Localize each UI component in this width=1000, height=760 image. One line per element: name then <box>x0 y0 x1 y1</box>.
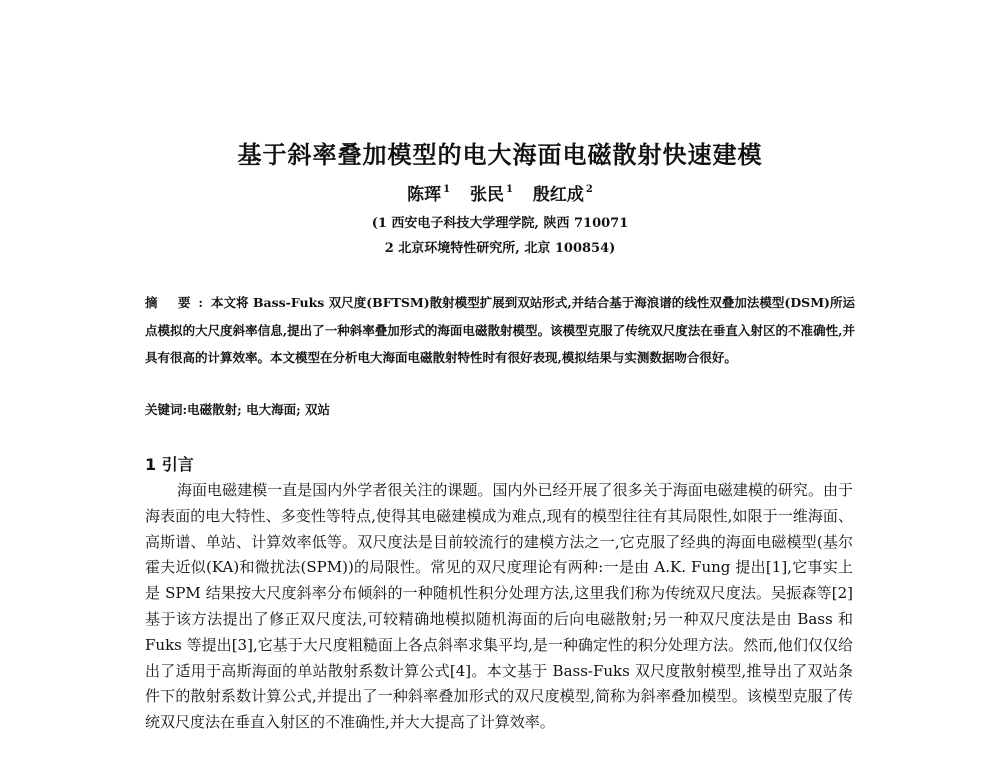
keywords-label: 关键词: <box>145 402 188 417</box>
author-affil-mark: 1 <box>443 184 451 195</box>
author-1 <box>407 185 450 205</box>
keywords-text: 电磁散射; 电大海面; 双站 <box>187 402 331 417</box>
author-affil-mark: 1 <box>506 184 513 195</box>
keywords <box>145 396 855 423</box>
abstract-text: 本文将 Bass-Fuks 双尺度(BFTSM)散射模型扩展到双站形式,并结合基于海浪谱的线性双叠加法模型(DSM)所运点模拟的大尺度斜率信息,提出了一种斜率叠加形式的海面电磁散射模型。该模型克服了传统双尺度法在垂直入射区的不准确性,并具有很高的计算效率。本文模型在分析电大海面电磁散射特性时有很好表现,模拟结果与实测数据吻合很好。 <box>145 295 855 365</box>
author-affil-mark: 2 <box>585 184 593 195</box>
section-heading: 1 引言 <box>145 455 194 474</box>
author-name: 张民 <box>470 185 505 205</box>
paper-title: 基于斜率叠加模型的电大海面电磁散射快速建模 <box>237 141 763 169</box>
abstract-label: 摘 要: <box>145 295 212 310</box>
abstract <box>145 289 855 372</box>
affiliation-1: (1 西安电子科技大学理学院, 陕西 710071 <box>371 216 629 231</box>
author-list <box>0 180 1000 205</box>
author-name: 陈珲 <box>407 185 442 205</box>
author-name: 殷红成 <box>532 185 584 205</box>
author-2 <box>470 185 513 205</box>
section-body: 海面电磁建模一直是国内外学者很关注的课题。国内外已经开展了很多关于海面电磁建模的研究。由于海表面的电大特性、多变性等特点,使得其电磁建模成为难点,现有的模型往往有其局限性,如限于一维海面、高斯谱、单站、计算效率低等。双尺度法是目前较流行的建模方法之一,它克服了经典的海面电磁模型(基尔霍夫近似(KA)和微扰法(SPM))的局限性。常见的双尺度理论有两种:一是由 A.K. Fung 提出[1],它事实上是 SPM 结果按大尺度斜率分布倾斜的一种随机性积分处理方法,这里我们称为传统双尺度法。吴振森等[2]基于该方法提出了修正双尺度法,可较精确地模拟随机海面的后向电磁散射;另一种双尺度法是由 Bass 和 Fuks 等提出[3],它基于大尺度粗糙面上各点斜率求集平均,是一种确定性的积分处理方法。然而,他们仅仅给出了适用于高斯海面的单站散射系数计算公式[4]。本文基于 Bass-Fuks 双尺度散射模型,推导出了双站条件下的散射系数计算公式,并提出了一种斜率叠加形式的双尺度模型,简称为斜率叠加模型。该模型克服了传统双尺度法在垂直入射区的不准确性,并大大提高了计算效率。 <box>145 481 854 732</box>
author-3 <box>533 185 593 205</box>
affiliation-2: 2 北京环境特性研究所, 北京 100854) <box>384 241 616 256</box>
